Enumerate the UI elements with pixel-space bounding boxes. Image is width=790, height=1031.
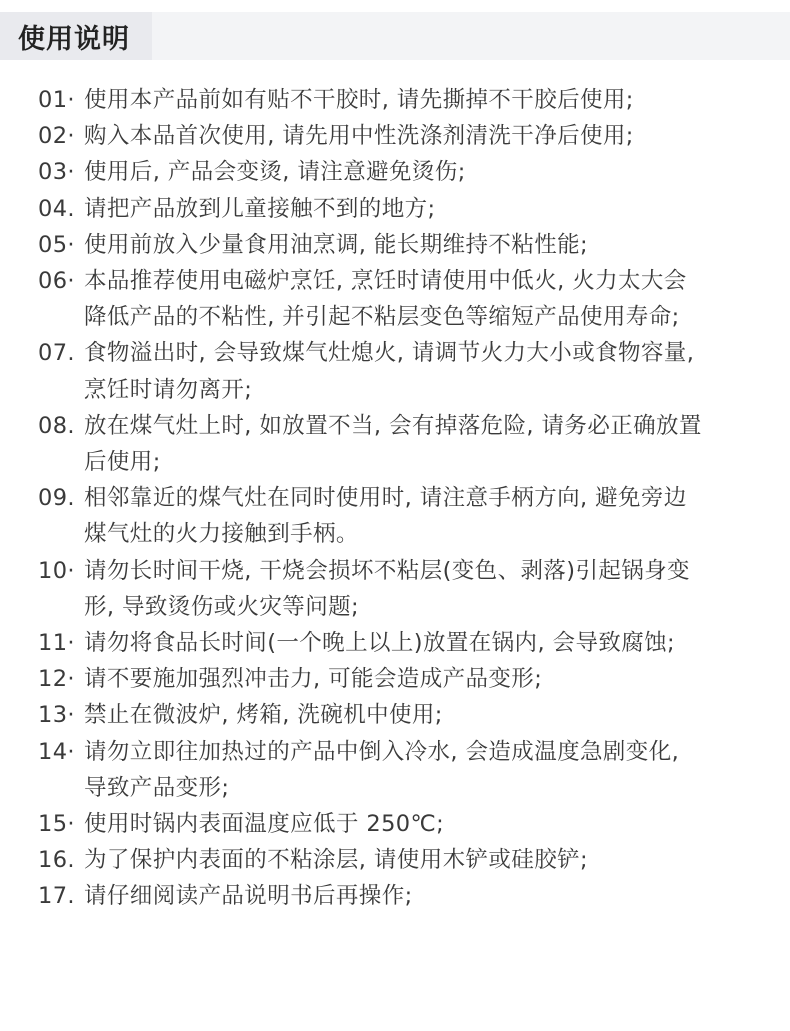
note-number: 04.: [38, 195, 75, 222]
note-item: [38, 625, 768, 661]
note-text: 禁止在微波炉, 烤箱, 洗碗机中使用;: [84, 702, 443, 729]
note-number: 03·: [38, 159, 75, 186]
note-item: [38, 734, 768, 806]
note-text: 相邻靠近的煤气灶在同时使用时, 请注意手柄方向, 避免旁边 煤气灶的火力接触到手柄。: [84, 485, 687, 548]
note-number: 05·: [38, 231, 75, 258]
note-text: 使用本产品前如有贴不干胶时, 请先撕掉不干胶后使用;: [84, 87, 634, 113]
note-number: 12·: [38, 666, 75, 693]
section-header-bar: [0, 12, 790, 60]
note-number: 16.: [38, 847, 75, 874]
note-item: [38, 227, 768, 263]
note-number: 06·: [38, 268, 75, 295]
note-number: 17.: [38, 883, 75, 910]
note-text: 购入本品首次使用, 请先用中性洗涤剂清洗干净后使用;: [84, 123, 634, 150]
note-item: [38, 878, 768, 914]
note-text: 请把产品放到儿童接触不到的地方;: [84, 195, 436, 222]
note-number: 09.: [38, 485, 75, 512]
note-item: [38, 661, 768, 697]
note-text: 本品推荐使用电磁炉烹饪, 烹饪时请使用中低火, 火力太大会 降低产品的不粘性, 并引起不粘层变色等缩短产品使用寿命;: [84, 268, 687, 331]
note-text: 使用后, 产品会变烫, 请注意避免烫伤;: [84, 159, 466, 186]
note-item: [38, 154, 768, 190]
note-text: 放在煤气灶上时, 如放置不当, 会有掉落危险, 请务必正确放置 后使用;: [84, 412, 702, 476]
note-number: 02·: [38, 123, 75, 150]
note-text: 为了保护内表面的不粘涂层, 请使用木铲或硅胶铲;: [84, 847, 588, 874]
note-item: [38, 697, 768, 733]
note-text: 使用前放入少量食用油烹调, 能长期维持不粘性能;: [84, 231, 588, 258]
note-item: [38, 806, 768, 842]
note-text: 食物溢出时, 会导致煤气灶熄火, 请调节火力大小或食物容量, 烹饪时请勿离开;: [84, 340, 695, 403]
note-number: 11·: [38, 630, 75, 657]
note-text: 请不要施加强烈冲击力, 可能会造成产品变形;: [84, 666, 543, 693]
note-number: 07.: [38, 340, 75, 367]
note-item: [38, 408, 768, 480]
section-title: 使用说明: [0, 12, 152, 60]
note-text: 使用时锅内表面温度应低于 250℃;: [84, 811, 445, 838]
note-text: 请勿长时间干烧, 干烧会损坏不粘层(变色、剥落)引起锅身变 形, 导致烫伤或火灾等问题;: [84, 557, 690, 620]
note-item: [38, 191, 768, 227]
note-item: [38, 335, 768, 407]
note-item: [38, 480, 768, 552]
note-item: [38, 553, 768, 625]
usage-notes-list: [38, 82, 768, 915]
note-text: 请仔细阅读产品说明书后再操作;: [84, 883, 413, 910]
note-number: 15·: [38, 811, 75, 838]
note-item: [38, 118, 768, 154]
note-number: 13·: [38, 702, 75, 729]
note-text: 请勿将食品长时间(一个晚上以上)放置在锅内, 会导致腐蚀;: [84, 630, 676, 657]
note-item: [38, 842, 768, 878]
note-text: 请勿立即往加热过的产品中倒入冷水, 会造成温度急剧变化, 导致产品变形;: [84, 738, 680, 801]
note-number: 08.: [38, 412, 75, 439]
note-number: 10·: [38, 557, 75, 584]
note-number: 01·: [38, 87, 75, 113]
note-item: [38, 263, 768, 335]
note-number: 14·: [38, 738, 75, 765]
note-item: [38, 82, 768, 118]
